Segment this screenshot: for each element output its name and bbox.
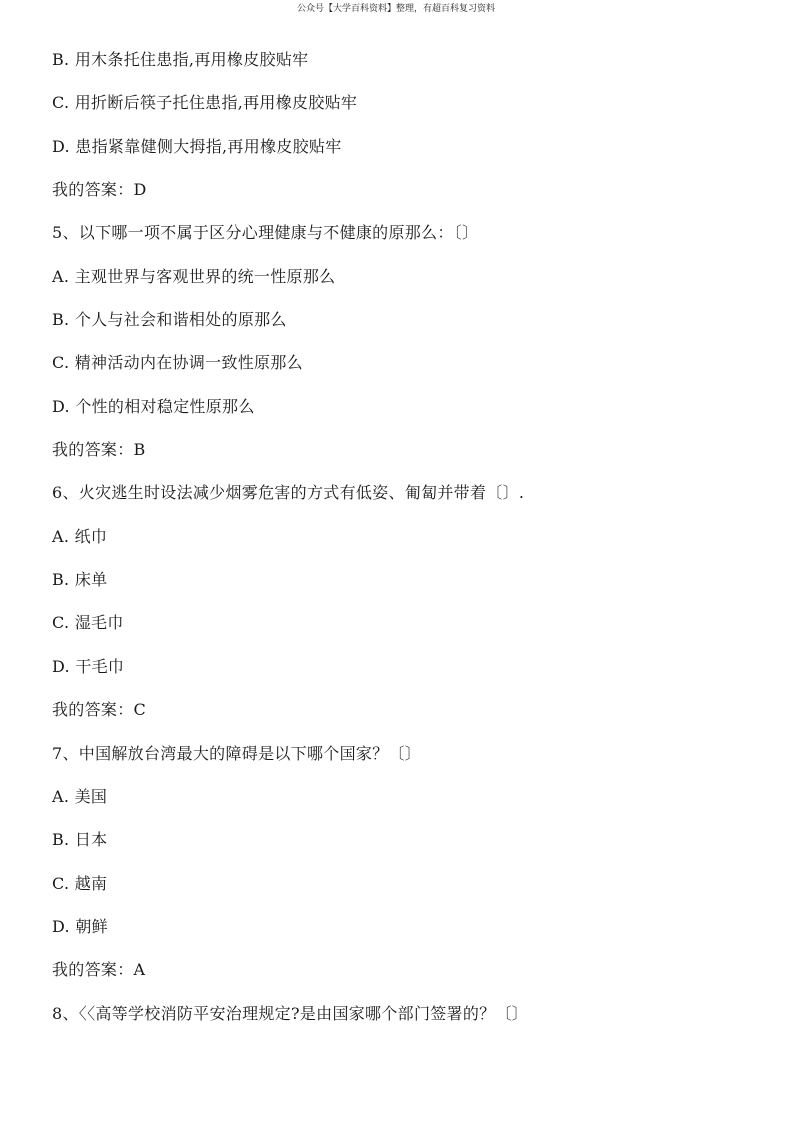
option-a-q6: A. 纸巾	[52, 526, 108, 546]
page-header: 公众号【大学百科资料】整理，有超百科复习资料	[296, 4, 495, 14]
option-a-q5: A. 主观世界与客观世界的统一性原那么	[52, 266, 336, 286]
question-8: 8、〈〈高等学校消防平安治理规定?是由国家哪个部门签署的？〔〕	[52, 1003, 529, 1023]
answer-q4: 我的答案：D	[52, 180, 147, 200]
option-c-q5: C. 精神活动内在协调一致性原那么	[52, 353, 303, 373]
answer-q5: 我的答案：B	[52, 440, 146, 460]
option-b-q6: B. 床单	[52, 570, 108, 590]
answer-q7: 我的答案：A	[52, 960, 146, 980]
option-d-q7: D. 朝鲜	[52, 916, 108, 936]
question-6: 6、火灾逃生时设法减少烟雾危害的方式有低姿、匍匐并带着〔〕.	[52, 483, 525, 503]
option-c-q6: C. 湿毛巾	[52, 613, 124, 633]
option-c-q7: C. 越南	[52, 873, 108, 893]
question-5: 5、以下哪一项不属于区分心理健康与不健康的原那么：〔〕	[52, 223, 479, 243]
option-b-q4: B. 用木条托住患指,再用橡皮胶贴牢	[52, 50, 309, 69]
question-7: 7、中国解放台湾最大的障碍是以下哪个国家？〔〕	[52, 743, 422, 763]
option-b-q5: B. 个人与社会和谐相处的原那么	[52, 310, 287, 330]
option-d-q6: D. 干毛巾	[52, 656, 125, 676]
option-d-q5: D. 个性的相对稳定性原那么	[52, 396, 255, 416]
option-b-q7: B. 日本	[52, 830, 108, 850]
document-body	[52, 44, 752, 1041]
option-c-q4: C. 用折断后筷子托住患指,再用橡皮胶贴牢	[52, 93, 358, 113]
option-a-q7: A. 美国	[52, 786, 108, 806]
answer-q6: 我的答案：C	[52, 700, 147, 720]
option-d-q4: D. 患指紧靠健侧大拇指,再用橡皮胶贴牢	[52, 136, 342, 156]
